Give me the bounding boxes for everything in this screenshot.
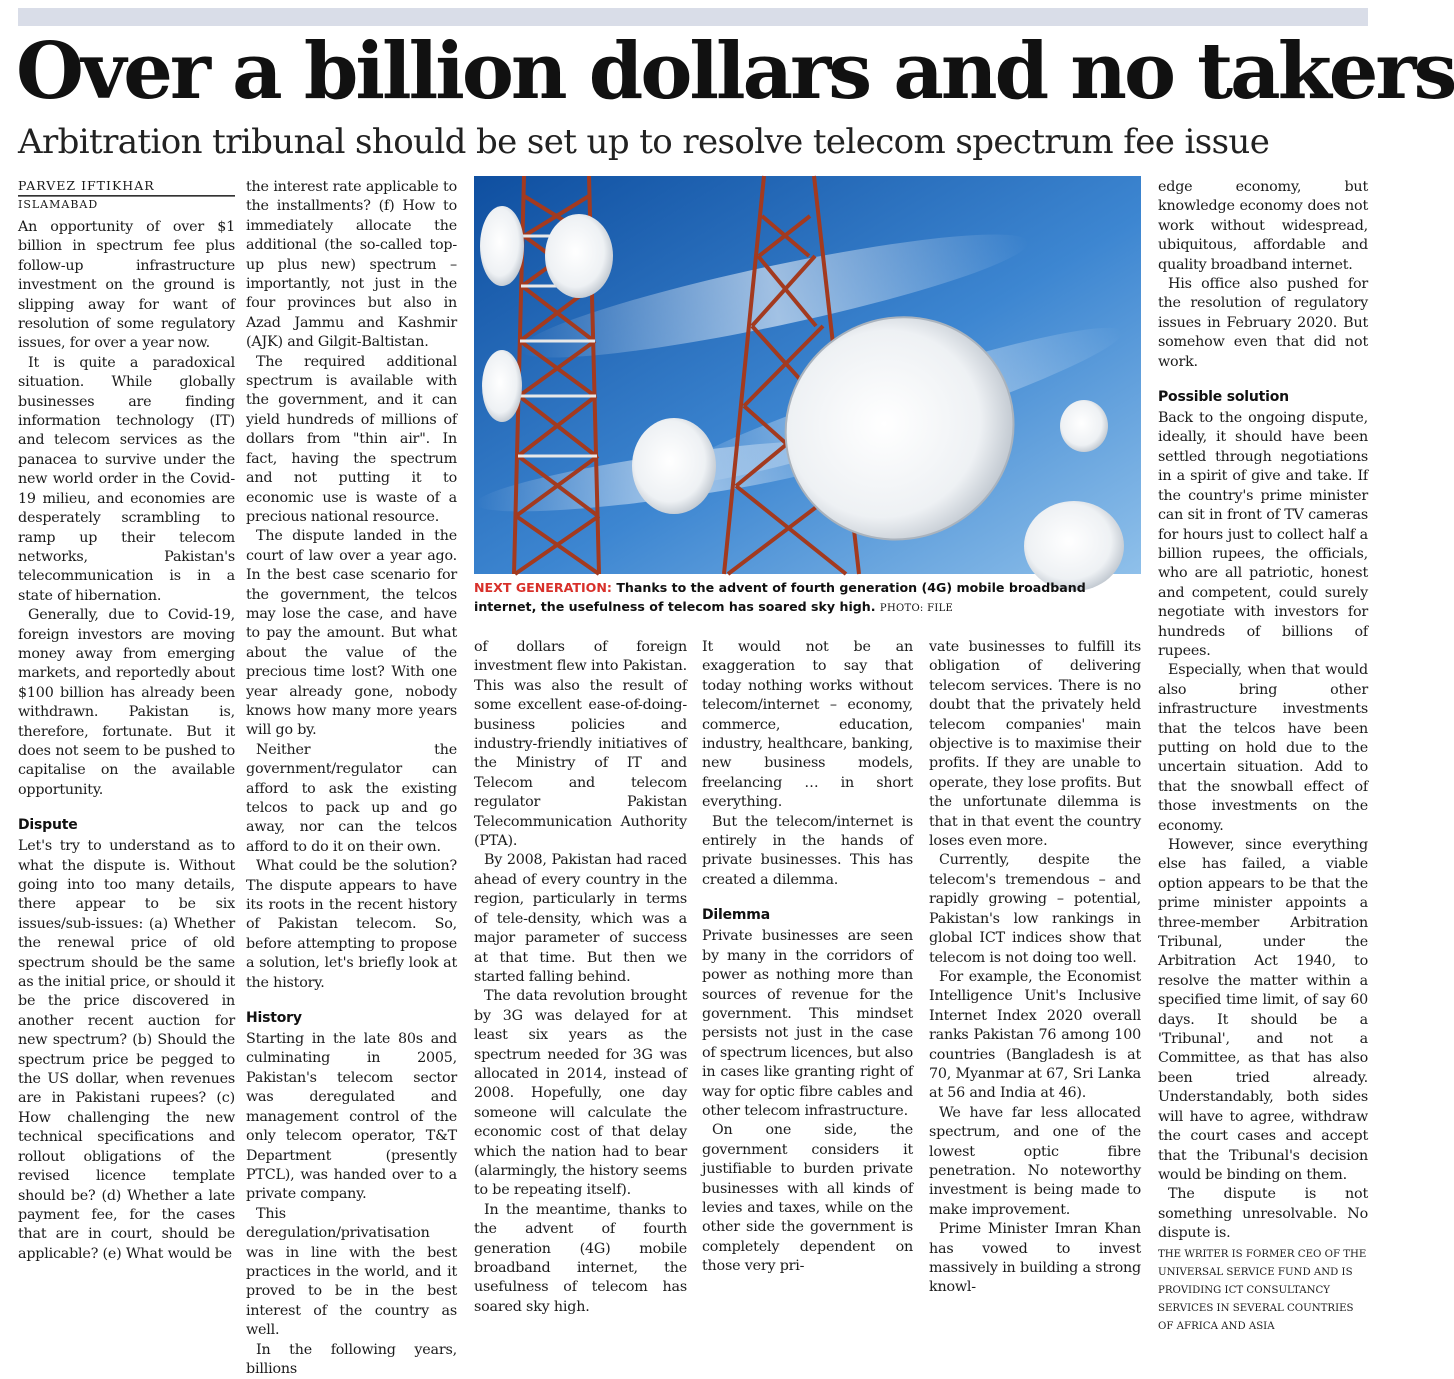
headline: Over a billion dollars and no takers [16,26,1454,117]
paragraph: In the following years, billions [246,1341,457,1377]
paragraph: We have far less allocated spectrum, and one of the lowest optic fibre penetration. No noteworthy investment is being made to make improvement. [929,1104,1141,1218]
telecom-tower-photo [474,176,1141,574]
paragraph: On one side, the government considers it justifiable to burden private businesses with all kinds of levies and taxes, while on the other side the government is completely dependent on those very pri- [702,1122,913,1275]
section-heading-dispute: Dispute [18,817,78,834]
paragraph: Currently, despite the telecom's tremendous – and rapidly growing – potential, Pakistan's low rankings in global ICT indices show that telecom is not doing too well. [929,852,1141,966]
caption-kicker: NEXT GENERATION: [474,580,612,595]
paragraph: Private businesses are seen by many in the corridors of power as nothing more than sources of revenue for the government. This mindset persists not just in the case of spectrum licences, but also in cases like granting right of way for optic fibre cables and other telecom infrastructure. [702,928,913,1119]
column-5 [929,638,1141,1296]
paragraph: His office also pushed for the resolution of regulatory issues in February 2020. But somehow even that did not work. [1158,276,1368,370]
paragraph: edge economy, but knowledge economy does not work without widespread, ubiquitous, affordable and quality broadband internet. [1158,179,1368,273]
paragraph: Starting in the late 80s and culminating in 2005, Pakistan's telecom sector was deregulated and management control of the only telecom operator, T&T Department (presently PTCL), was handed over to a private company. [246,1031,457,1203]
paragraph: Especially, when that would also bring other infrastructure investments that the telcos have been putting on hold due to the uncertain situation. Add to that the snowball effect of those investments on the economy. [1158,662,1368,834]
paragraph: An opportunity of over $1 billion in spectrum fee plus follow-up infrastructure investment on the ground is slipping away for want of resolution of some regulatory issues, for over a year now. [18,219,235,352]
paragraph: vate businesses to fulfill its obligation of delivering telecom services. There is no doubt that the privately held telecom companies' main objective is to maximise their profits. If they are unable to operate, they lose profits. But the unfortunate dilemma is that in that event the country loses even more. [929,639,1141,850]
paragraph: It would not be an exaggeration to say that today nothing works without telecom/internet – economy, commerce, education, industry, healthcare, banking, new business models, freelancing … in short everything. [702,639,913,811]
subheadline: Arbitration tribunal should be set up to resolve telecom spectrum fee issue [18,122,1270,162]
paragraph: Back to the ongoing dispute, ideally, it should have been settled through negotiations in a spirit of give and take. If the country's prime minister can sit in front of TV cameras for hours just to collect half a billion rupees, the officials, who are all patriotic, honest and competent, could surely negotiate with investors for hundreds of billions of rupees. [1158,410,1368,659]
top-color-band [18,8,1368,26]
caption-credit: PHOTO: FILE [879,603,954,614]
author-bio: THE WRITER IS FORMER CEO OF THE UNIVERSAL SERVICE FUND AND IS PROVIDING ICT CONSULTANCY SERVICES IN SEVERAL COUNTRIES OF AFRICA AND ASIA [1158,1248,1367,1332]
paragraph: The required additional spectrum is available with the government, and it can yield hundreds of millions of dollars from "thin air". In fact, having the spectrum and not putting it to economic use is waste of a precious national resource. [246,353,457,525]
paragraph: However, since everything else has failed, a viable option appears to be that the prime minister appoints a three-member Arbitration Tribunal, under the Arbitration Act 1940, to resolve the matter within a specified time limit, of say 60 days. It should be a 'Tribunal', and not a Committee, as that has also been tried already. Understandably, both sides will have to agree, withdraw the court cases and accept that the Tribunal's decision would be binding on them. [1158,837,1368,1183]
paragraph: the interest rate applicable to the installments? (f) How to immediately allocate the additional (the so-called top-up plus new) spectrum – importantly, not just in the four provinces but also in Azad Jammu and Kashmir (AJK) and Gilgit-Baltistan. [246,179,457,351]
section-heading-dilemma: Dilemma [702,907,770,924]
photo-caption [474,578,1141,618]
column-2 [246,178,457,1377]
section-heading-history: History [246,1010,302,1027]
paragraph: It is quite a paradoxical situation. While globally businesses are finding information technology (IT) and telecom services as the panacea to survive under the new world order in the Covid-19 milieu, and economies are desperately scrambling to ramp up their telecom networks, Pakistan's telecommunication is in a state of hibernation. [18,354,235,604]
caption-text: Thanks to the advent of fourth generation (4G) mobile broadband internet, the usefulness of telecom has soared sky high. [474,580,1086,614]
paragraph: For example, the Economist Intelligence Unit's Inclusive Internet Index 2020 overall ranks Pakistan 76 among 100 countries (Bangladesh is at 70, Myanmar at 67, Sri Lanka at 56 and India at 46). [929,968,1141,1102]
paragraph: What could be the solution? The dispute appears to have its roots in the recent history of Pakistan telecom. So, before attempting to propose a solution, let's briefly look at the history. [246,858,457,991]
paragraph: Prime Minister Imran Khan has vowed to invest massively in building a strong knowl- [929,1221,1141,1296]
paragraph: This deregulation/privatisation was in line with the best practices in the world, and it proved to be in the best interest of the country as well. [246,1205,457,1339]
paragraph: The dispute is not something unresolvable. No dispute is. [1158,1186,1368,1242]
paragraph: But the telecom/internet is entirely in the hands of private businesses. This has created a dilemma. [702,813,913,888]
section-heading-possible-solution: Possible solution [1158,389,1289,406]
column-1 [18,178,235,1278]
dateline: ISLAMABAD [18,196,235,212]
paragraph: Let's try to understand as to what the dispute is. Without going into too many details, there appear to be six issues/sub-issues: (a) Whether the renewal price of old spectrum should be the same as the initial price, or should it be the price discovered in another recent auction for new spectrum? (b) Should the spectrum price be pegged to the US dollar, when revenues are in Pakistani rupees? (c) How challenging the new technical specifications and rollout obligations of the revised licence template should be? (d) Whether a late payment fee, for the cases that are in court, should be applicable? (e) What would be [18,838,235,1262]
paragraph: The dispute landed in the court of law over a year ago. In the best case scenario for the government, the telcos may lose the case, and have to pay the amount. But what about the value of the precious time lost? With one year already gone, nobody knows how many more years will go by. [246,528,457,739]
column-6 [1158,178,1368,1332]
paragraph: The data revolution brought by 3G was delayed for at least six years as the spectrum needed for 3G was allocated in 2014, instead of 2008. Hopefully, one day someone will calculate the economic cost of that delay which the nation had to bear (alarmingly, the history seems to be repeating itself). [474,988,687,1199]
paragraph: of dollars of foreign investment flew into Pakistan. This was also the result of some excellent ease-of-doing-business policies and industry-friendly initiatives of the Ministry of IT and Telecom and telecom regulator Pakistan Telecommunication Authority (PTA). [474,639,687,850]
photo-illustration [474,176,1141,574]
column-4 [702,638,913,1278]
paragraph: Generally, due to Covid-19, foreign investors are moving money away from emerging markets, and reportedly about $100 billion has already been withdrawn. Pakistan is, therefore, fortunate. But it does not seem to be pushed to capitalise on the available opportunity. [18,607,235,798]
byline: PARVEZ IFTIKHAR [18,178,155,193]
paragraph: By 2008, Pakistan had raced ahead of every country in the region, particularly in terms of tele-density, which was a major parameter of success at that time. But then we started falling behind. [474,852,687,985]
paragraph: In the meantime, thanks to the advent of fourth generation (4G) mobile broadband internet, the usefulness of telecom has soared sky high. [474,1201,687,1315]
paragraph: Neither the government/regulator can afford to ask the existing telcos to pack up and go away, nor can the telcos afford to do it on their own. [246,741,457,855]
column-3 [474,638,687,1315]
byline-block [18,178,235,196]
